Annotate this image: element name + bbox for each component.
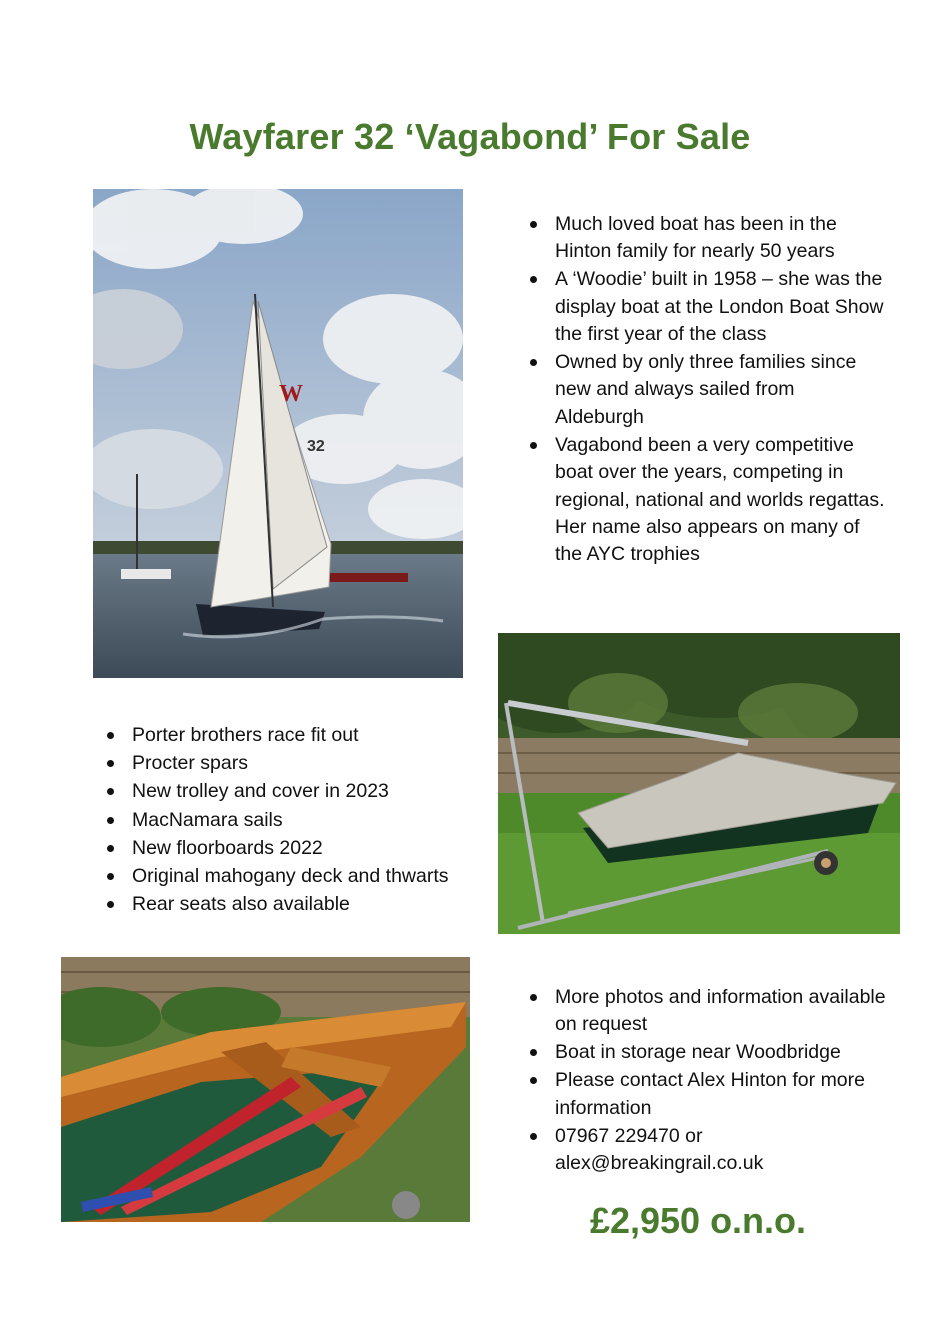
list-item: MacNamara sails (104, 807, 484, 834)
sail-number: 32 (307, 438, 325, 455)
list-item: Boat in storage near Woodbridge (527, 1039, 897, 1066)
list-item: Vagabond been a very competitive boat over the years, competing in regional, national and worlds regattas. Her name also appears on many of the AYC trophies (527, 432, 887, 569)
page-title: Wayfarer 32 ‘Vagabond’ For Sale (189, 116, 751, 157)
sailing-photo (93, 189, 463, 678)
list-item: A ‘Woodie’ built in 1958 – she was the display boat at the London Boat Show the first year of the class (527, 266, 887, 348)
price: £2,950 o.n.o. (589, 1200, 807, 1241)
list-item: New floorboards 2022 (104, 835, 484, 862)
list-item: Original mahogany deck and thwarts (104, 863, 484, 890)
sail-logo: W (279, 381, 303, 407)
list-item: Much loved boat has been in the Hinton family for nearly 50 years (527, 211, 887, 266)
contact-list (527, 984, 897, 1178)
spec-list (104, 722, 484, 919)
list-item: More photos and information available on request (527, 984, 897, 1039)
list-item: Please contact Alex Hinton for more information (527, 1067, 897, 1122)
list-item: Rear seats also available (104, 891, 484, 918)
list-item: 07967 229470 or alex@breakingrail.co.uk (527, 1123, 897, 1178)
list-item: Owned by only three families since new and always sailed from Aldeburgh (527, 349, 887, 431)
cockpit-photo (61, 957, 470, 1222)
list-item: Porter brothers race fit out (104, 722, 484, 749)
list-item: New trolley and cover in 2023 (104, 778, 484, 805)
list-item: Procter spars (104, 750, 484, 777)
intro-list (527, 211, 887, 569)
trolley-photo (498, 633, 900, 934)
